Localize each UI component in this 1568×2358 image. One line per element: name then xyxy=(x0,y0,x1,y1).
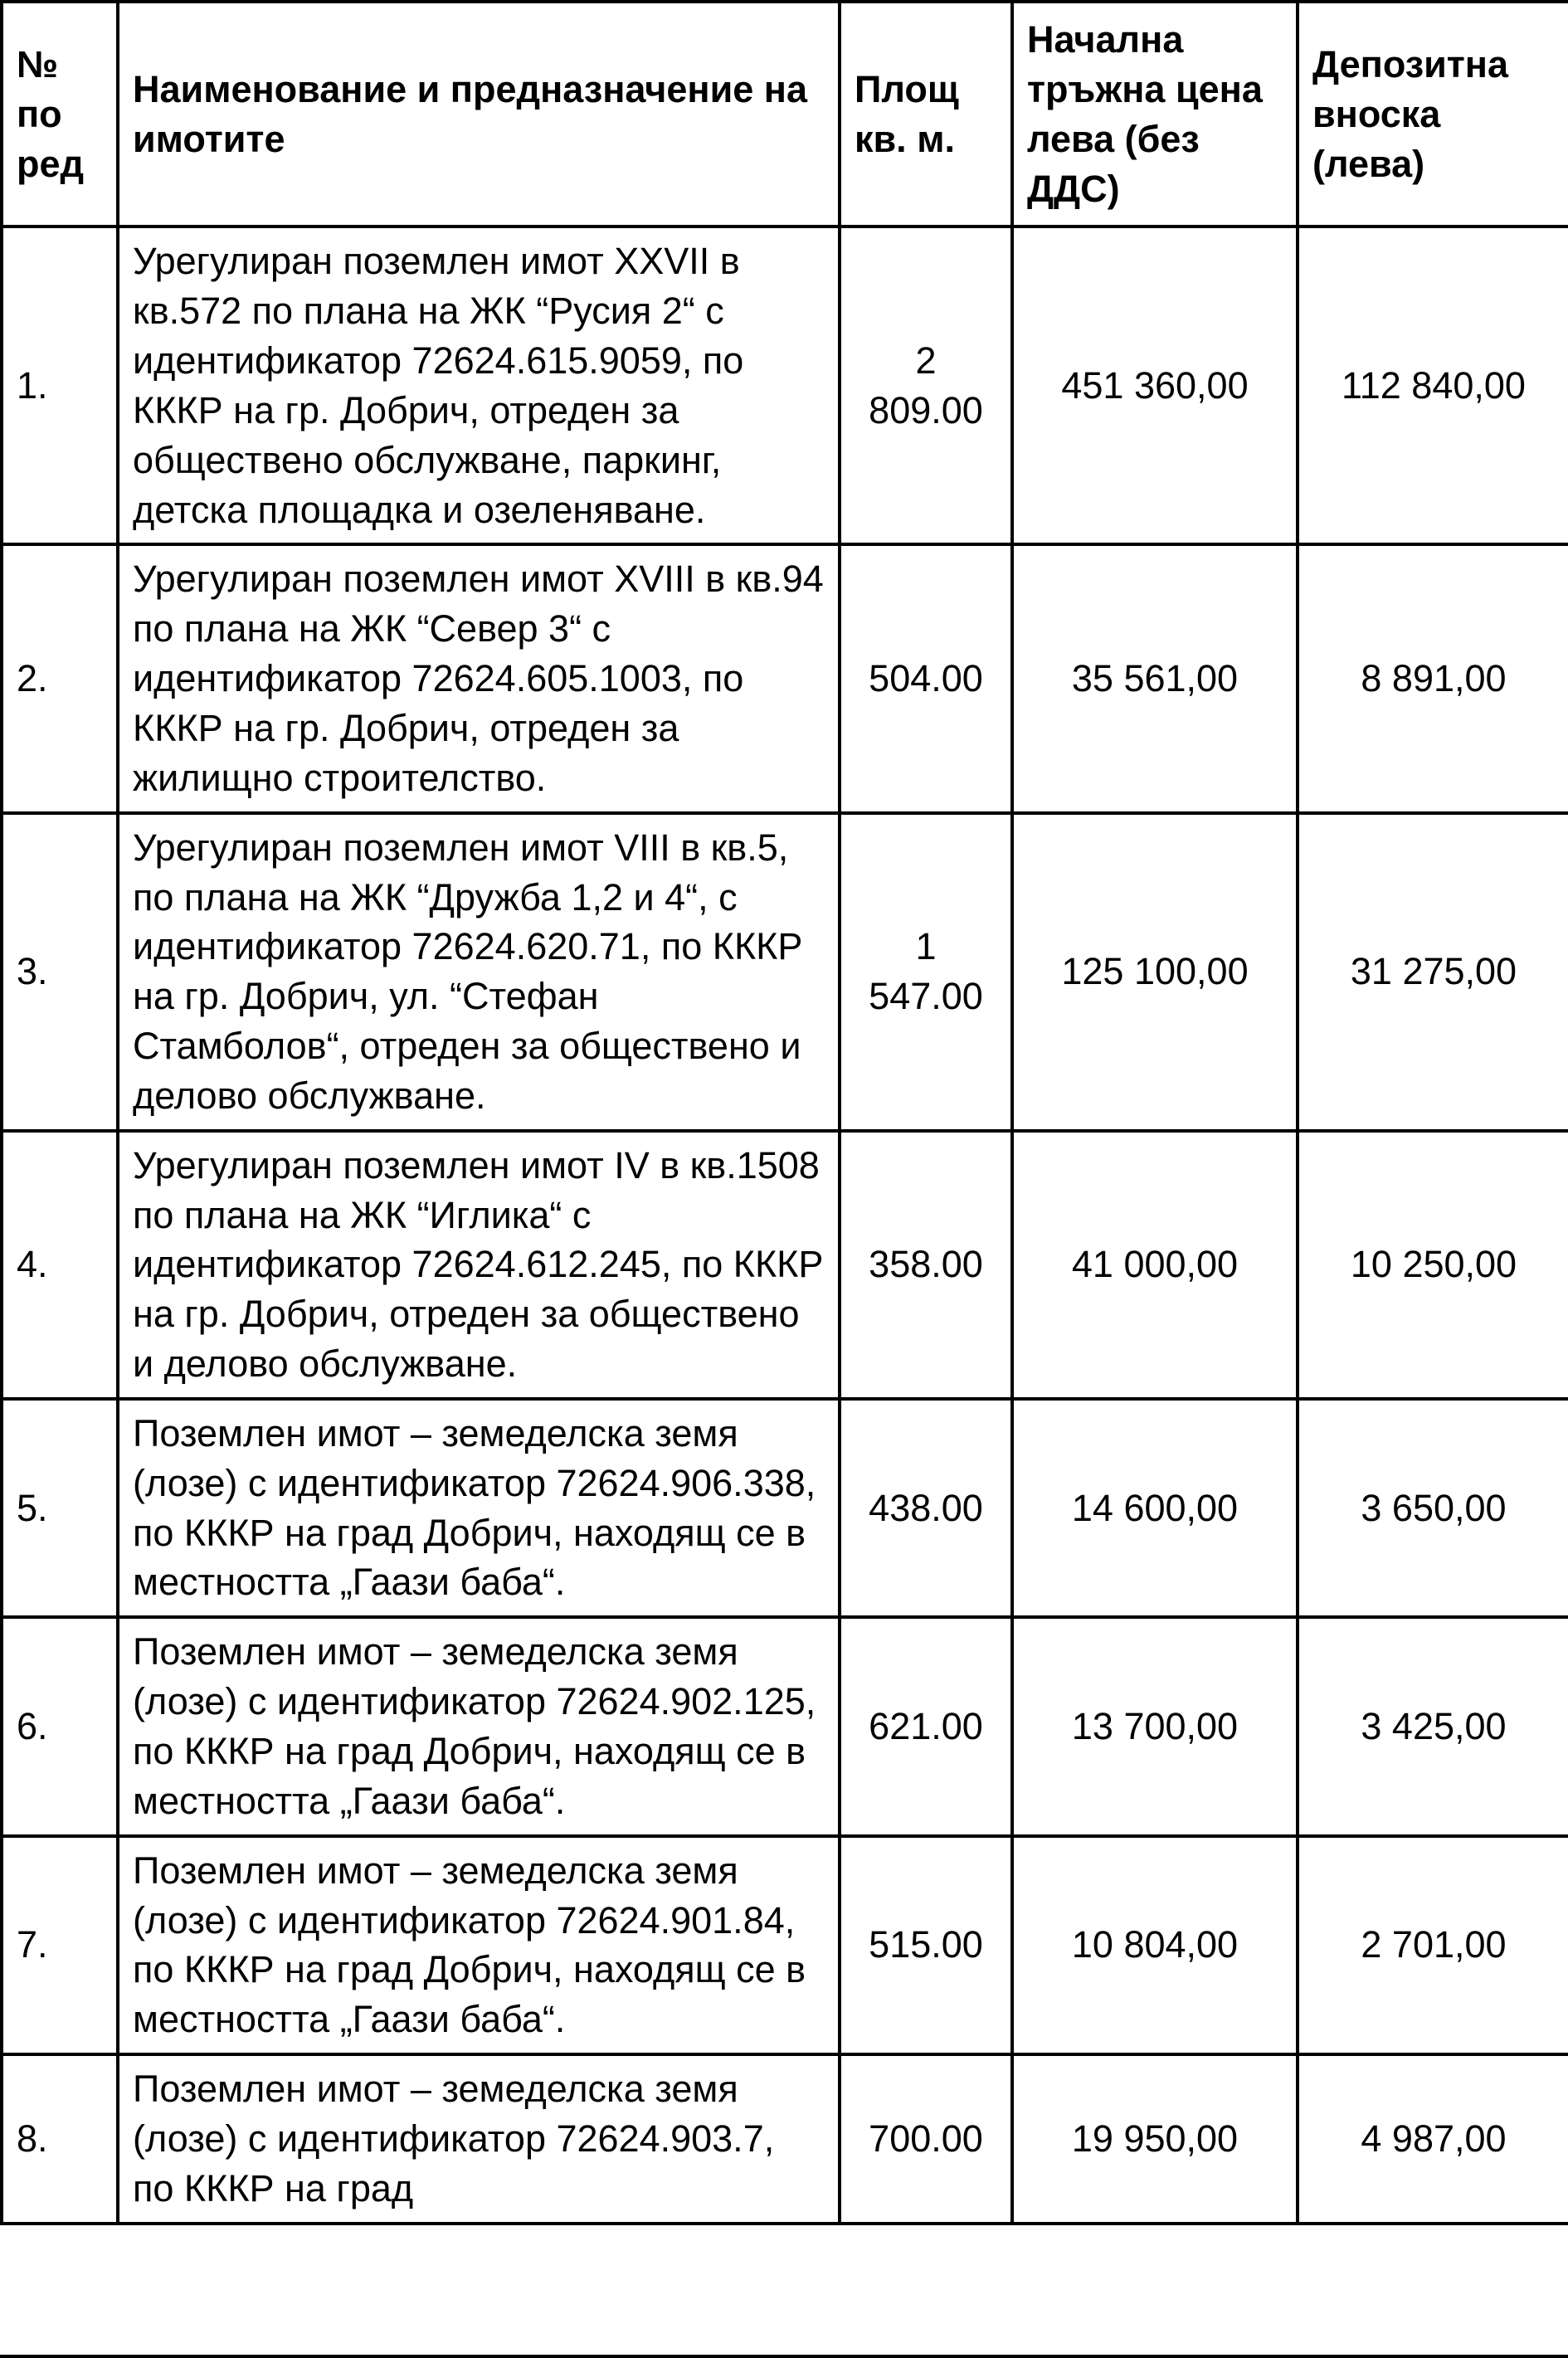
row-number-cell: 7. xyxy=(2,1836,118,2054)
deposit-cell: 2 701,00 xyxy=(1298,1836,1568,2054)
header-deposit: Депозитна вноска (лева) xyxy=(1298,2,1568,227)
table-row xyxy=(2,1836,1568,2054)
deposit-cell: 112 840,00 xyxy=(1298,227,1568,544)
area-cell: 438.00 xyxy=(840,1399,1012,1617)
starting-price-cell: 19 950,00 xyxy=(1012,2054,1298,2224)
row-number-cell: 3. xyxy=(2,813,118,1131)
deposit-cell: 10 250,00 xyxy=(1298,1131,1568,1399)
property-description-cell: Урегулиран поземлен имот IV в кв.1508 по плана на ЖК “Иглика“ с идентификатор 72624.612.245, по КККР на гр. Добрич, отреден за обществено и делово обслужване. xyxy=(118,1131,840,1399)
deposit-cell: 8 891,00 xyxy=(1298,544,1568,812)
deposit-cell: 3 425,00 xyxy=(1298,1617,1568,1835)
starting-price-cell: 14 600,00 xyxy=(1012,1399,1298,1617)
table-row xyxy=(2,813,1568,1131)
row-number-cell: 1. xyxy=(2,227,118,544)
row-number-cell: 8. xyxy=(2,2054,118,2224)
header-property-description: Наименование и предназначение на имотите xyxy=(118,2,840,227)
header-row xyxy=(2,2,1568,227)
table-row xyxy=(2,1399,1568,1617)
deposit-cell: 4 987,00 xyxy=(1298,2054,1568,2224)
area-cell: 504.00 xyxy=(840,544,1012,812)
area-cell: 358.00 xyxy=(840,1131,1012,1399)
property-description-cell: Поземлен имот – земеделска земя (лозе) с идентификатор 72624.903.7, по КККР на град xyxy=(118,2054,840,2224)
starting-price-cell: 41 000,00 xyxy=(1012,1131,1298,1399)
property-description-cell: Поземлен имот – земеделска земя (лозе) с идентификатор 72624.906.338, по КККР на град Добрич, находящ се в местността „Гаази баба“. xyxy=(118,1399,840,1617)
table-body xyxy=(2,227,1568,2223)
area-cell: 700.00 xyxy=(840,2054,1012,2224)
property-description-cell: Поземлен имот – земеделска земя (лозе) с идентификатор 72624.901.84, по КККР на град Добрич, находящ се в местността „Гаази баба“. xyxy=(118,1836,840,2054)
row-number-cell: 2. xyxy=(2,544,118,812)
starting-price-cell: 35 561,00 xyxy=(1012,544,1298,812)
header-area: Площ кв. м. xyxy=(840,2,1012,227)
deposit-cell: 31 275,00 xyxy=(1298,813,1568,1131)
starting-price-cell: 451 360,00 xyxy=(1012,227,1298,544)
area-cell: 621.00 xyxy=(840,1617,1012,1835)
table-row xyxy=(2,1131,1568,1399)
row-number-cell: 5. xyxy=(2,1399,118,1617)
area-cell: 2 809.00 xyxy=(840,227,1012,544)
property-description-cell: Урегулиран поземлен имот XXVII в кв.572 по плана на ЖК “Русия 2“ с идентификатор 72624.615.9059, по КККР на гр. Добрич, отреден за обществено обслужване, паркинг, детска площадка и озеленяване. xyxy=(118,227,840,544)
area-cell: 1 547.00 xyxy=(840,813,1012,1131)
deposit-cell: 3 650,00 xyxy=(1298,1399,1568,1617)
starting-price-cell: 13 700,00 xyxy=(1012,1617,1298,1835)
table-row xyxy=(2,1617,1568,1835)
starting-price-cell: 125 100,00 xyxy=(1012,813,1298,1131)
table-row xyxy=(2,544,1568,812)
header-row-number: № по ред xyxy=(2,2,118,227)
row-number-cell: 4. xyxy=(2,1131,118,1399)
property-description-cell: Поземлен имот – земеделска земя (лозе) с идентификатор 72624.902.125, по КККР на град Добрич, находящ се в местността „Гаази баба“. xyxy=(118,1617,840,1835)
row-number-cell: 6. xyxy=(2,1617,118,1835)
table-header xyxy=(2,2,1568,227)
header-starting-price: Начална тръжна цена лева (без ДДС) xyxy=(1012,2,1298,227)
property-description-cell: Урегулиран поземлен имот VIII в кв.5, по плана на ЖК “Дружба 1,2 и 4“, с идентификатор 72624.620.71, по КККР на гр. Добрич, ул. “Стефан Стамболов“, отреден за обществено и делово обслужване. xyxy=(118,813,840,1131)
area-cell: 515.00 xyxy=(840,1836,1012,2054)
property-description-cell: Урегулиран поземлен имот XVIII в кв.94 по плана на ЖК “Север 3“ с идентификатор 72624.605.1003, по КККР на гр. Добрич, отреден за жилищно строителство. xyxy=(118,544,840,812)
table-row xyxy=(2,227,1568,544)
table-row xyxy=(2,2054,1568,2224)
starting-price-cell: 10 804,00 xyxy=(1012,1836,1298,2054)
